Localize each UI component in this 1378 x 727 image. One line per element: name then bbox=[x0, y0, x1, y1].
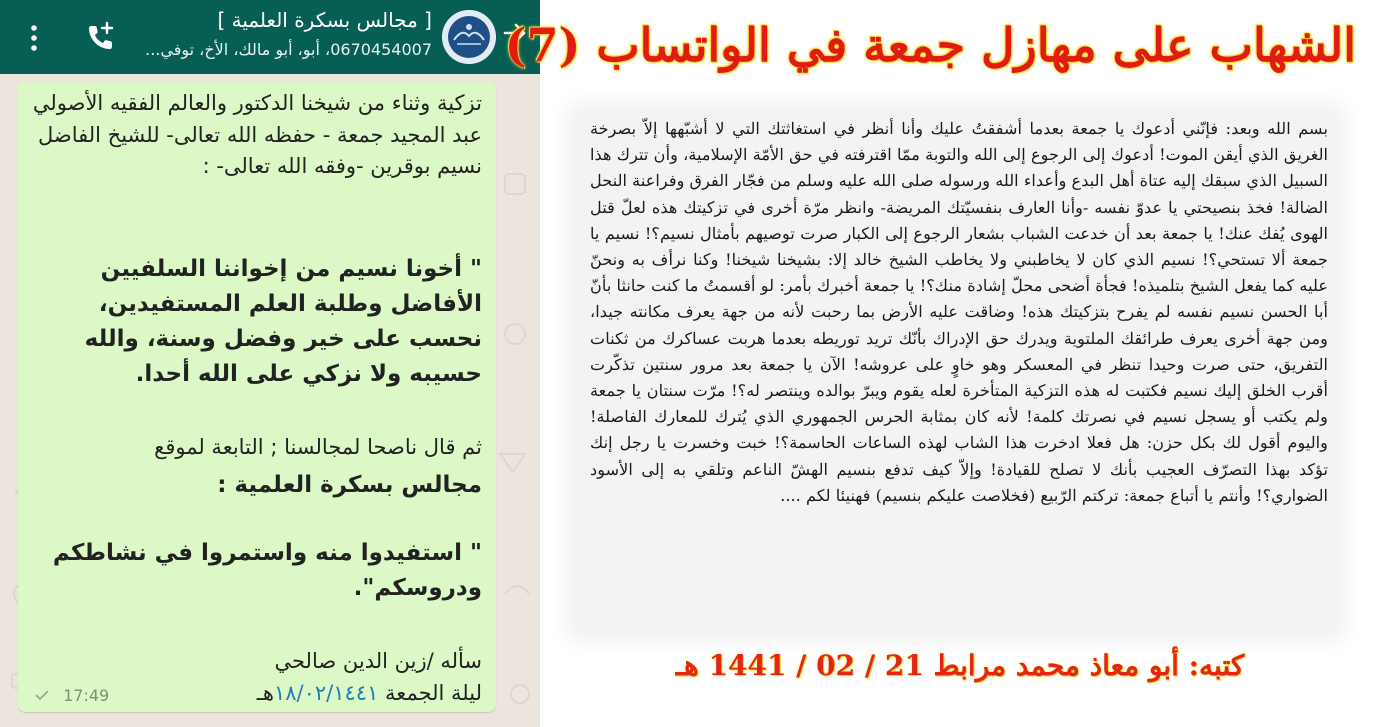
chat-header bbox=[0, 0, 540, 74]
whatsapp-panel bbox=[0, 0, 540, 727]
date-prefix: ليلة الجمعة bbox=[378, 681, 482, 705]
message-bubble[interactable] bbox=[18, 82, 496, 712]
message-meta bbox=[34, 686, 109, 705]
message-time: 17:49 bbox=[63, 686, 110, 705]
article-panel bbox=[504, 0, 1378, 727]
message-advice-line: ثم قال ناصحا لمجالسنا ; التابعة لموقع bbox=[154, 435, 482, 459]
message-asker: سأله /زين الدين صالحي bbox=[274, 649, 482, 673]
group-avatar[interactable] bbox=[442, 10, 496, 64]
article-signature: كتبه: أبو معاذ محمد مرابط 21 / 02 / 1441 هـ bbox=[675, 649, 1245, 682]
read-check-icon bbox=[34, 686, 55, 705]
date-suffix: هـ bbox=[256, 681, 274, 705]
group-participants[interactable]: 0670454007، أبو، أبو مالك، الأخ، توفي... bbox=[145, 40, 432, 59]
more-vert-icon[interactable] bbox=[24, 20, 44, 56]
message-quote: " أخونا نسيم من إخواننا السلفيين الأفاضل وطلبة العلم المستفيدين، نحسب على خير وفضل وسنة، والله حسيبه ولا نزكي على الله أحدا. bbox=[84, 256, 482, 387]
article-title: الشهاب على مهازل جمعة في الواتساب (7) bbox=[504, 18, 1356, 72]
add-call-icon[interactable] bbox=[80, 18, 120, 58]
date-link[interactable]: ١٨/٠٢/١٤٤١ bbox=[273, 681, 379, 705]
message-site-name: مجالس بسكرة العلمية : bbox=[217, 472, 482, 498]
article-body: بسم الله وبعد: فإنّني أدعوك يا جمعة بعدما أشفقتُ عليك وأنا أنظر في استغاثتك التي لا أشبّهها إلاّ بصرخة الغريق الذي أيقن الموت! أدعوك إلى الرجوع إلى الله والتوبة ممّا اقترفته في حق الأمّة الإسلامية، وأن تترك هذا السبيل الذي سبقك إليه عتاة أهل البدع وأعداء الله ورسوله صلى الله عليه وسلم من فجّار الفرق وفراعنة النحل الضالة! فخذ بنصيحتي يا عدوّ نفسه -وأنا العارف بنفسيّتك المريضة- وانظر مرّة أخرى في تزكيتك هذه لعلّ قتل الهوى يُفك عنك! يا جمعة بعد أن خدعت الشباب بشعار الرجوع إلى الكبار صرت توصيهم بأمثال نسيم؟! نسيم يا جمعة ألا تستحي؟! نسيم الذي كان لا يخاطبني ولا يخاطب الشيخ خالد إلا: بشيخنا شيخنا! وكنا نرأف به ونحنّ عليه كما يفعل الشيخ بتلميذه! فجأة أضحى محلّ إشادة منك؟! يا جمعة أخبرك بأمر: لو أقسمتُ ما كنت حانثا بأنّ أبا الحسن نسيم نفسه لم يفرح بتزكيتك هذه! وضاقت عليه الأرض بما رحبت لأنه من جهة يعرف مكانته جيدا، ومن جهة أخرى يعرف طرائقك الملتوية ويدرك حق الإدراك بأنّك تريد توريطه بعدما هربت عساكرك من ثكنات التفريق، حتى صرت وحيدا تنظر في المعسكر وهو خاوٍ على عروشه! الآن يا جمعة بعد مرور سنتين تذكّرت أقرب الخلق إليك نسيم فكتبت له هذه التزكية المتأخرة لعله يقوم ويبرّ بوالده وينتصر له؟! مرّت سنتان يا جمعة ولم يكتب أو يسجل نسيم في نصرتك كلمة! لأنه كان بمثابة الحرس الجمهوري الذي يُترك للمعارك الفاصلة! واليوم أقول لك بكل حزن: هل فعلا ادخرت هذا الشاب لهذه الساعات الحاسمة؟! خبت وخسرت يا رجل إنك تؤكد بهذا التصرّف العجيب بأنك لا تصلح للقيادة! وإلاّ كيف تدفع بنسيم الهشّ الناعم وتلقي به إلى الأسود الضواري؟! وأنتم يا أتباع جمعة: تركتم الرّبيع (فخلاصت عليكم بنسيم) فهنيئا لكم .... bbox=[590, 119, 1328, 505]
message-quote-2: " استفيدوا منه واستمروا في نشاطكم ودروسكم". bbox=[52, 540, 482, 601]
group-title[interactable]: [ مجالس بسكرة العلمية ] bbox=[217, 8, 432, 32]
message-intro: تزكية وثناء من شيخنا الدكتور والعالم الفقيه الأصولي عبد المجيد جمعة - حفظه الله تعالى- للشيخ الفاضل نسيم بوقرين -وفقه الله تعالى- : bbox=[32, 91, 482, 178]
